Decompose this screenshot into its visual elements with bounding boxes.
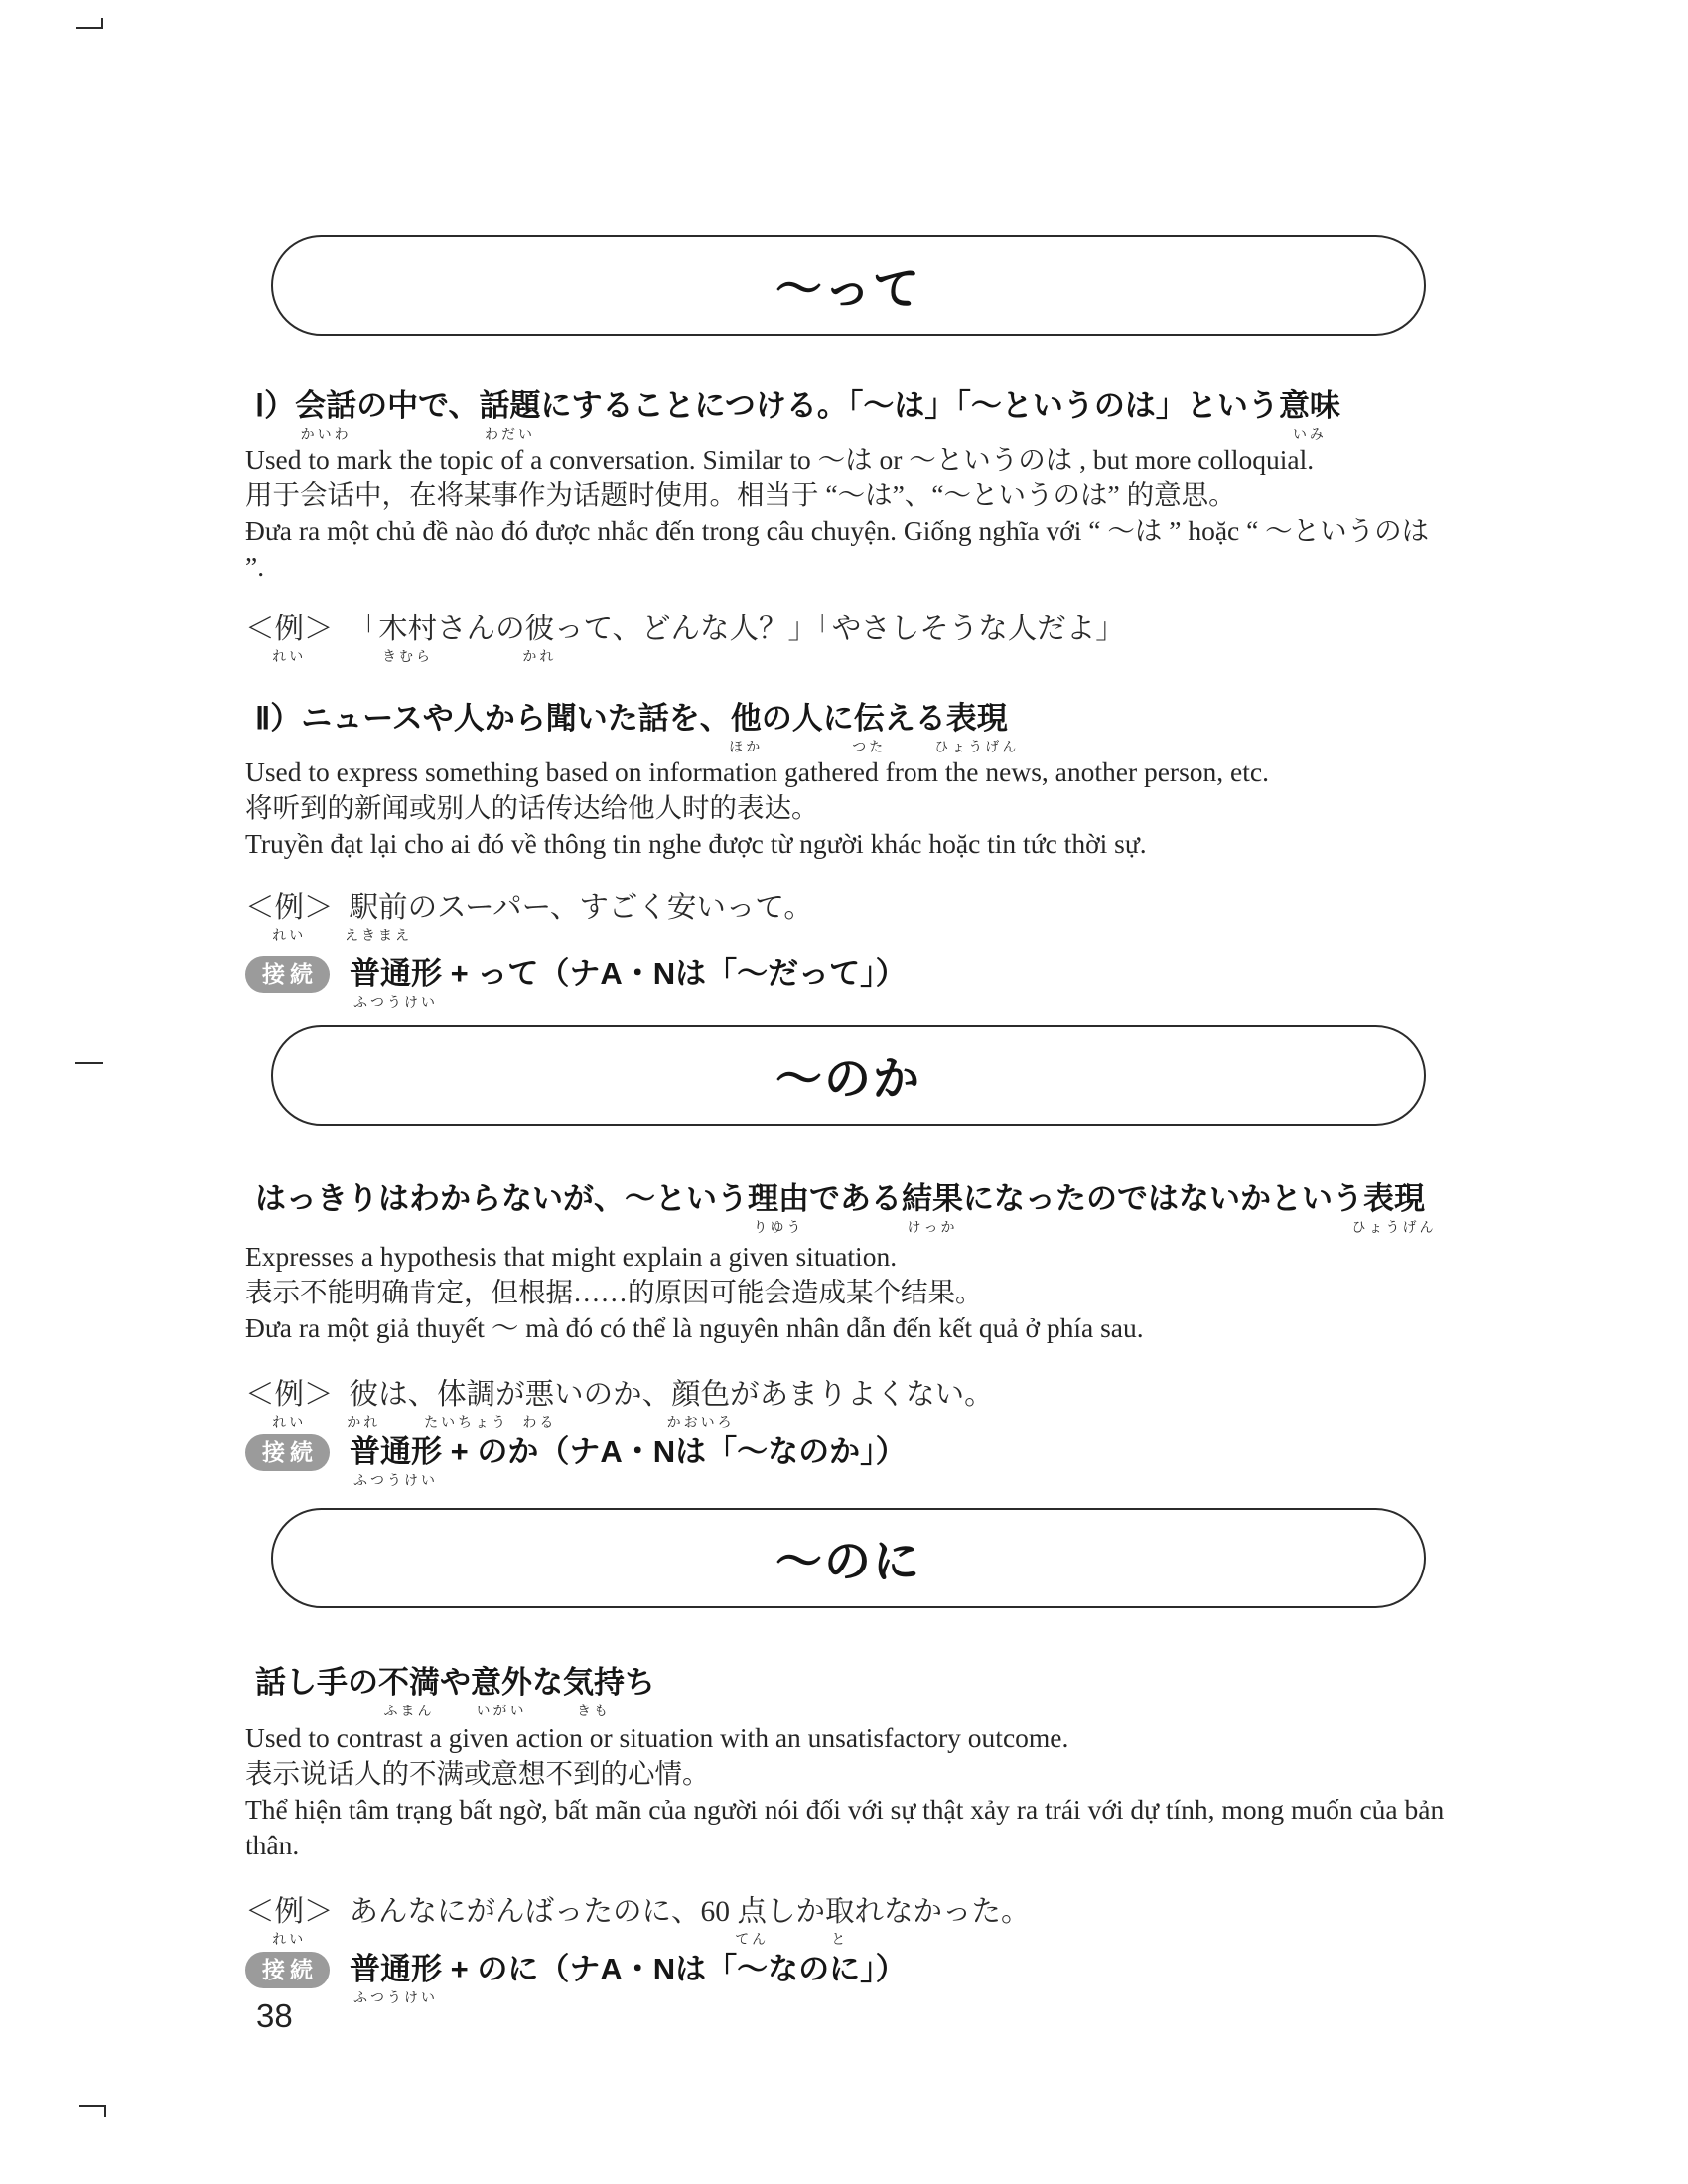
connection-row-3 [245, 1951, 1450, 2005]
example-row-2 [245, 889, 1450, 944]
meaning-heading-2: Ⅱ）ニュースや人から聞いた話を、他 ほか の人に伝 つた える表現 ひょうげん [255, 701, 1020, 754]
example-text: 彼 かれ は、体調 たいちょう が悪 わる いのか、顔色 かおいろ があまりよくない。 [347, 1378, 994, 1431]
translation-block-2 [245, 754, 1450, 862]
translation-en: Used to express something based on information gathered from the news, another person, etc. [245, 755, 1269, 787]
example-label: ＜例 れい ＞ [245, 613, 334, 665]
crop-mark-middle-left [75, 1062, 103, 1064]
example-row-1 [245, 611, 1450, 665]
translation-vi: Truyền đạt lại cho ai đó về thông tin nghe được từ người khác hoặc tin tức thời sự. [245, 827, 1147, 859]
translation-vi: Đưa ra một giả thuyết 〜 mà đó có thể là nguyên nhân dẫn đến kết quả ở phía sau. [245, 1311, 1144, 1343]
translation-en: Used to contrast a given action or situation with an unsatisfactory outcome. [245, 1721, 1069, 1753]
translation-zh: 用于会话中，在将某事作为话题时使用。相当于 “〜は”、“〜というのは” 的意思。 [245, 478, 1236, 510]
example-row-4 [245, 1893, 1450, 1947]
translation-block-1 [245, 442, 1450, 585]
translation-zh: 表示不能明确肯定，但根据……的原因可能会造成某个结果。 [245, 1276, 983, 1307]
example-label: ＜例 れい ＞ [245, 891, 334, 944]
section-title-noni: 〜のに [775, 1534, 921, 1587]
example-text: あんなにがんばったのに、60 点 てん しか取 と れなかった。 [349, 1895, 1031, 1947]
translation-zh: 表示说话人的不满或意想不到的心情。 [245, 1757, 710, 1789]
translation-vi: Đưa ra một chủ đề nào đó được nhắc đến trong câu chuyện. Giống nghĩa với “ 〜は ” hoặc “ 〜というのは ”. [245, 514, 1430, 582]
connection-label: 接続 [245, 1434, 330, 1471]
connection-text: 普通形 ふつうけい + のか（ナA・Nは「〜なのか」） [350, 1434, 907, 1488]
translation-block-3 [245, 1239, 1450, 1346]
connection-text: 普通形 ふつうけい + って（ナA・Nは「〜だって」） [350, 956, 907, 1010]
connection-text: 普通形 ふつうけい + のに（ナA・Nは「〜なのに」） [350, 1951, 907, 2005]
example-label: ＜例 れい ＞ [245, 1895, 334, 1947]
connection-label: 接続 [245, 956, 330, 993]
section-title-tte: 〜って [775, 262, 921, 315]
translation-en: Expresses a hypothesis that might explain a given situation. [245, 1240, 898, 1272]
meaning-heading-1: Ⅰ）会話 かいわ の中で、話題 わだい にすることにつける。「〜は」「〜というのは」という意味 いみ [255, 388, 1340, 442]
example-row-3 [245, 1376, 1450, 1431]
section-header-tte [271, 235, 1426, 336]
translation-block-4 [245, 1720, 1450, 1863]
section-header-noni [271, 1508, 1426, 1608]
section-title-noka: 〜のか [775, 1051, 921, 1105]
section-header-noka [271, 1025, 1426, 1126]
meaning-heading-4: 話し手の不満 ふまん や意外 いがい な気持 きも ち [255, 1664, 655, 1718]
example-text: 駅前 えきまえ のスーパー、すごく安いって。 [345, 891, 813, 944]
crop-mark-bottom-left [79, 2105, 106, 2117]
connection-label: 接続 [245, 1952, 330, 1988]
crop-mark-top-left [76, 18, 103, 29]
example-label: ＜例 れい ＞ [245, 1378, 334, 1431]
page-content [245, 0, 1450, 2005]
translation-en: Used to mark the topic of a conversation. Similar to 〜は or 〜というのは , but more colloquial. [245, 443, 1315, 475]
meaning-heading-3: はっきりはわからないが、〜という理由 りゆう である結果 けっか になったのではないかという表現 ひょうげん [255, 1180, 1437, 1235]
translation-vi: Thể hiện tâm trạng bất ngờ, bất mãn của người nói đối với sự thật xảy ra trái với dự tính, mong muốn của bản thân. [245, 1793, 1445, 1860]
page-number: 38 [256, 1997, 293, 2034]
connection-row-1 [245, 955, 1450, 1010]
connection-row-2 [245, 1433, 1450, 1488]
translation-zh: 将听到的新闻或别人的话传达给他人时的表达。 [245, 791, 819, 823]
example-text: 「木村 きむら さんの彼 かれ って、どんな人？」「やさしそうな人だよ」 [349, 613, 1125, 665]
